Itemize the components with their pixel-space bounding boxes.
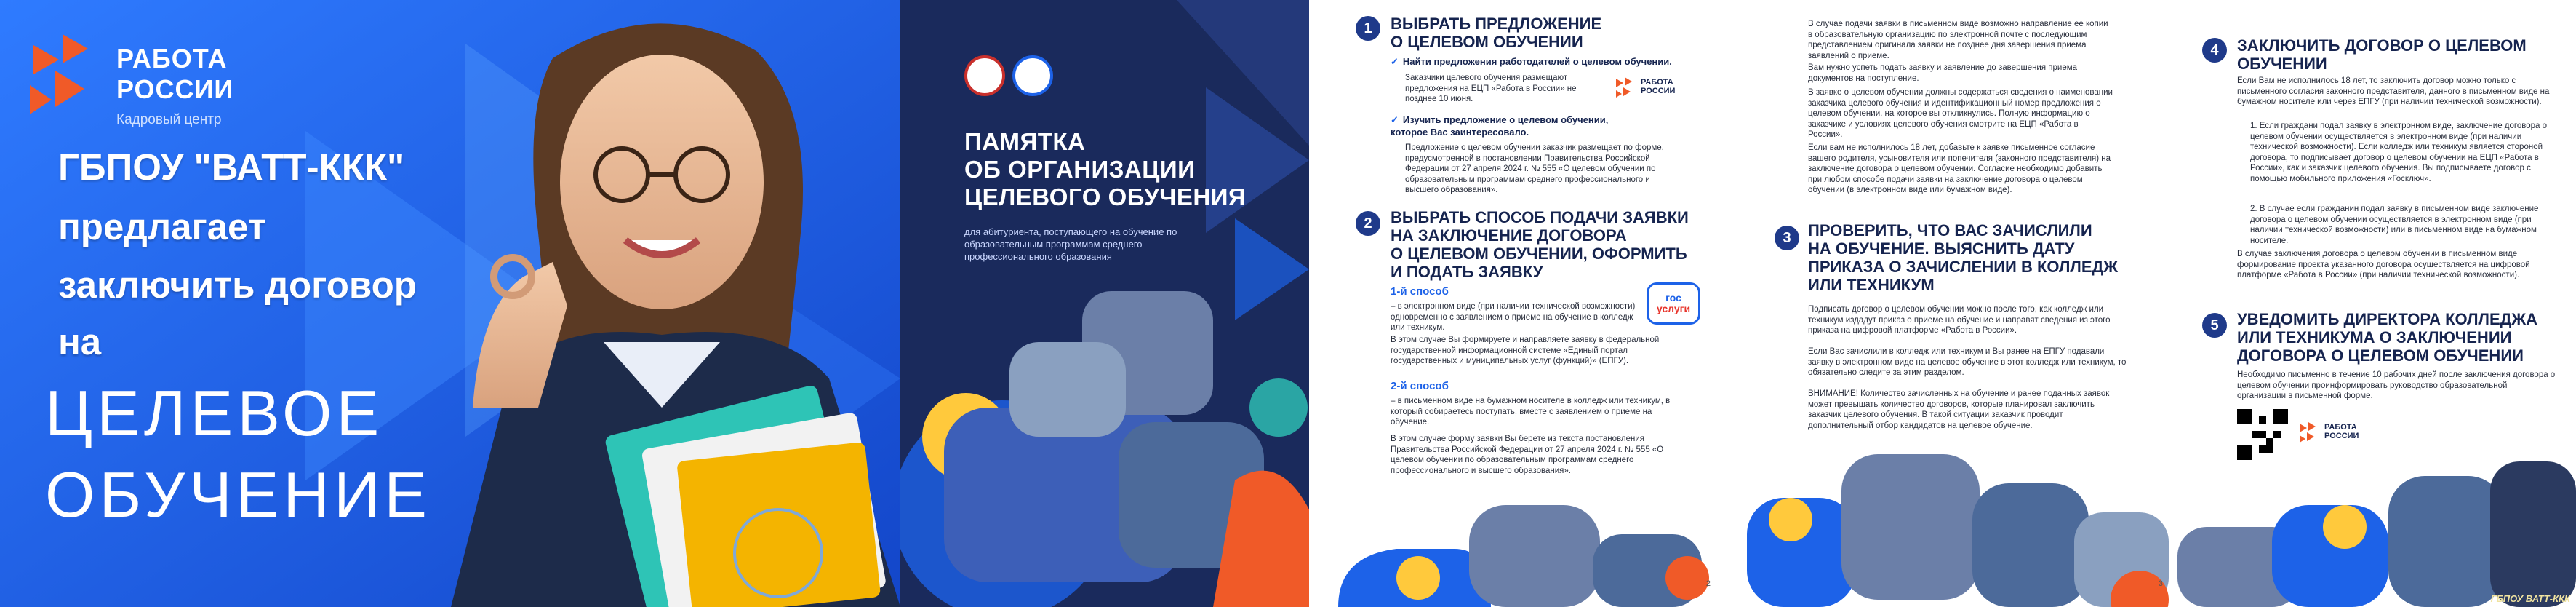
- step-5-title-line-1: УВЕДОМИТЬ ДИРЕКТОРА КОЛЛЕДЖА: [2237, 310, 2538, 328]
- mini-logo-word-1: РАБОТА: [2324, 423, 2357, 432]
- leaflet-cover: [900, 0, 1309, 607]
- cover-subtitle: для абитуриента, поступающего на обучение по образовательным программам среднего профессионального образования: [964, 226, 1177, 262]
- big-title-line-2: ОБУЧЕНИЕ: [45, 459, 431, 531]
- rabota-rossii-mini-logo: [1615, 76, 1675, 98]
- page-3-text-4: Если вам не исполнилось 18 лет, добавьте к заявке письменное согласие вашего родителя, усыновителя или попечителя (законного представителя) на заключение договора о целевом обучении. Согласие необходимо добавить при любом способе подачи заявки на заключение договора о целевом обучении (в электронном виде или бумажном виде).: [1808, 143, 2111, 194]
- headline-line-1: ГБПОУ "ВАТТ-ККК": [58, 146, 405, 188]
- page-4-text-4: В случае заключения договора о целевом обучении в письменном виде формирование проекта указанного договора осуществляется на цифровой платформе «Работа в России» (при наличии технической возможности).: [2237, 250, 2530, 279]
- cover-title: [964, 128, 1246, 211]
- institute-emblem-icon: [1012, 55, 1053, 96]
- rabota-rossii-logo-icon: [26, 31, 105, 122]
- rabota-rossii-mini-icon: [1615, 76, 1636, 98]
- promo-banner: [0, 0, 900, 607]
- cover-title-line-3: ЦЕЛЕВОГО ОБУЧЕНИЯ: [964, 183, 1247, 210]
- leaflet-page-3: [1732, 0, 2177, 607]
- step-3-title-line-1: ПРОВЕРИТЬ, ЧТО ВАС ЗАЧИСЛИЛИ: [1808, 221, 2092, 239]
- page-3-text-5: Подписать договор о целевом обучении можно после того, как колледж или техникум издадут приказ о приеме на обучение и направят сведения из этого приказа на цифровой платформе «Работа в России».: [1808, 305, 2111, 335]
- cover-title-line-1: ПАМЯТКА: [964, 128, 1086, 155]
- cover-title-line-2: ОБ ОРГАНИЗАЦИИ: [964, 156, 1196, 183]
- big-title-line-1: ЦЕЛЕВОЕ: [45, 377, 384, 449]
- page-3-text-1: В случае подачи заявки в письменном виде возможно направление ее копии в образовательную организацию по электронной почте с последующим представлением оригинала заявки не позднее дня завершения приема заявлений о приеме.: [1808, 20, 2108, 60]
- mini-logo-word-2: РОССИИ: [1641, 87, 1676, 95]
- step-1-text-2: Предложение о целевом обучении заказчик размещает по форме, предусмотренной в постановлении Правительства Российской Федерации от 27 апреля 2024 г. № 555 «О целевом обучении по образовательным программам среднего профессионального и высшего образования».: [1405, 143, 1664, 194]
- step-1-title-line-1: ВЫБРАТЬ ПРЕДЛОЖЕНИЕ: [1391, 15, 1602, 33]
- step-3-number: 3: [1775, 226, 1799, 250]
- step-1-title-line-2: О ЦЕЛЕВОМ ОБУЧЕНИИ: [1391, 33, 1583, 51]
- rabota-rossii-mini-icon: [2298, 421, 2320, 443]
- way-2-text: – в письменном виде на бумажном носителе в колледж или техникум, в который собираетесь поступать, вместе с заявлением о приеме на обучение.: [1391, 397, 1671, 427]
- step-1-number: 1: [1356, 16, 1380, 41]
- step-2-title-line-2: НА ЗАКЛЮЧЕНИЕ ДОГОВОРА: [1391, 226, 1627, 245]
- qr-code[interactable]: [2237, 409, 2288, 460]
- headline-line-2: предлагает: [58, 206, 266, 247]
- step-1-text-1: Заказчики целевого обучения размещают предложения на ЕЦП «Работа в России» не позднее 10 июня.: [1405, 74, 1577, 103]
- logo-subtitle: Кадровый центр: [116, 112, 222, 127]
- way-2-text-2: В этом случае форму заявки Вы берете из текста постановления Правительства Российской Федерации от 27 апреля 2024 г. № 555 «О целевом обучении по образовательным программам среднего профессионального и высшего образования».: [1391, 435, 1664, 475]
- headline-line-3: заключить договор: [58, 264, 417, 306]
- page-4-photo-strip: [2177, 461, 2576, 607]
- way-1-text-2: В этом случае Вы формируете и направляете заявку в федеральной государственной информационной системе «Единый портал государственных и муниципальных услуг (функций)» (ЕПГУ).: [1391, 336, 1660, 365]
- step-4-title: [2237, 36, 2527, 73]
- watermark: ГБПОУ ВАТТ-ККК: [2490, 593, 2570, 604]
- gosuslugi-word-2: услуги: [1656, 303, 1691, 314]
- step-2-title: [1391, 208, 1689, 281]
- step-4-title-line-1: ЗАКЛЮЧИТЬ ДОГОВОР О ЦЕЛЕВОМ: [2237, 36, 2527, 55]
- step-3-title: [1808, 221, 2118, 294]
- way-2-heading: 2-й способ: [1391, 380, 1449, 392]
- way-1-heading: 1-й способ: [1391, 285, 1449, 298]
- step-2-title-line-3: О ЦЕЛЕВОМ ОБУЧЕНИИ, ОФОРМИТЬ: [1391, 245, 1687, 263]
- step-5-title: [2237, 310, 2537, 365]
- step-3-title-line-4: ИЛИ ТЕХНИКУМ: [1808, 276, 1935, 294]
- way-1-text: – в электронном виде (при наличии технической возможности) одновременно с заявлением о приеме на обучение в колледж или техникум.: [1391, 302, 1636, 332]
- step-1-title: [1391, 15, 1601, 51]
- page-4-text-5: Необходимо письменно в течение 10 рабочих дней после заключения договора о целевом обучении проинформировать руководство образовательной организации в письменной форме.: [2237, 370, 2556, 400]
- step-1-bullet-2: ✓ Изучить предложение о целевом обучении, которое Вас заинтересовало.: [1391, 114, 1638, 138]
- logo-word-1: РАБОТА: [116, 44, 228, 74]
- headline-line-4: на: [58, 321, 102, 362]
- page-3-text-2: Вам нужно успеть подать заявку и заявление до завершения приема документов на поступление.: [1808, 63, 2078, 83]
- page-4-text-1: Если Вам не исполнилось 18 лет, то заключить договор можно только с письменного согласия законного представителя, данного в письменном виде на бумажном носителе или через ЕПГУ (при наличии технической возможности).: [2237, 76, 2550, 106]
- mini-logo-word-2: РОССИИ: [2324, 432, 2359, 440]
- page-4-text-2: 1. Если граждани подал заявку в электронном виде, заключение договора о целевом обучении осуществляется в электронном виде (при наличии технической возможности). Если колледж или техникум является стороной договора, то подписывает договор о целевом обучении на ЕЦП «Работа в России», как и заказчик целевого обучения. Вы подписываете договор с помощью мобильного приложения «Госключ».: [2250, 122, 2547, 183]
- page-3-text-3: В заявке о целевом обучении должны содержаться сведения о наименовании заказчика целевого обучения и идентификационный номер предложения о целевом обучении, на которое вы откликнулись. Полную информацию о заказчике и условиях целевого обучения смотрите на ЕЦП «Работа в России».: [1808, 88, 2113, 139]
- page-number: 3: [2158, 579, 2163, 588]
- step-4-number: 4: [2202, 38, 2227, 63]
- step-2-title-line-1: ВЫБРАТЬ СПОСОБ ПОДАЧИ ЗАЯВКИ: [1391, 208, 1689, 226]
- step-5-title-line-2: ИЛИ ТЕХНИКУМА О ЗАКЛЮЧЕНИИ: [2237, 328, 2512, 346]
- step-4-title-line-2: ОБУЧЕНИИ: [2237, 55, 2327, 73]
- rabota-rossii-logo: [26, 31, 233, 128]
- mini-logo-word-1: РАБОТА: [1641, 78, 1673, 87]
- step-2-title-line-4: И ПОДАТЬ ЗАЯВКУ: [1391, 263, 1543, 281]
- rabota-rossii-mini-logo: [2298, 421, 2359, 443]
- step-3-title-line-2: НА ОБУЧЕНИЕ. ВЫЯСНИТЬ ДАТУ: [1808, 239, 2075, 258]
- page-2-photo-strip: [1309, 491, 1732, 607]
- leaflet-page-2: [1309, 0, 1732, 607]
- step-5-title-line-3: ДОГОВОРА О ЦЕЛЕВОМ ОБУЧЕНИИ: [2237, 346, 2524, 365]
- step-1-bullet-1: ✓ Найти предложения работодателей о целевом обучении.: [1391, 55, 1696, 68]
- page-3-text-7: ВНИМАНИЕ! Количество зачисленных на обучение и ранее поданных заявок может превышать количество договоров, которые планировал заключить заказчик целевого обучения. В такой ситуации заказчик проводит дополнительный отбор кандидатов на целевое обучение.: [1808, 389, 2110, 430]
- step-5-number: 5: [2202, 313, 2227, 338]
- page-number: 2: [1705, 579, 1711, 588]
- gosuslugi-logo: [1647, 282, 1700, 325]
- step-2-number: 2: [1356, 211, 1380, 236]
- leaflet-page-4: [2177, 0, 2576, 607]
- ministry-emblem-icon: [964, 55, 1005, 96]
- page-4-text-3: 2. В случае если гражданин подал заявку в письменном виде заключение договора о целевом обучении осуществляется в электронном виде (при наличии технической возможности) или в письменном виде на бумажном носителе.: [2250, 205, 2539, 245]
- page-3-text-6: Если Вас зачислили в колледж или техникум и Вы ранее на ЕПГУ подавали заявку в электронном виде на целевое обучение в этот колледж или техникум, то обязательно следите за этим разделом.: [1808, 347, 2127, 377]
- gosuslugi-word-1: гос: [1665, 292, 1681, 304]
- cover-artwork: [900, 0, 1309, 607]
- logo-word-2: РОССИИ: [116, 74, 234, 104]
- step-3-title-line-3: ПРИКАЗА О ЗАЧИСЛЕНИИ В КОЛЛЕДЖ: [1808, 258, 2119, 276]
- page-3-photo-strip: [1732, 454, 2177, 607]
